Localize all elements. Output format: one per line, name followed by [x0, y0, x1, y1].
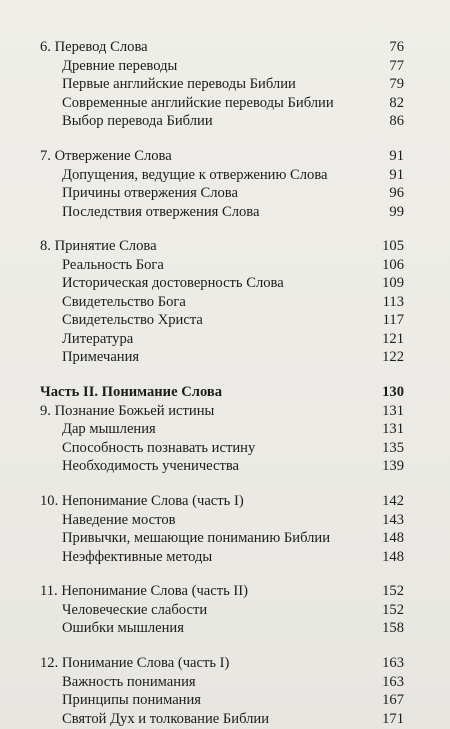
toc-entry [0, 420, 450, 438]
page-number: 105 [382, 238, 404, 254]
toc-chapter [0, 582, 450, 600]
toc-chapter [0, 654, 450, 672]
entry-title: Необходимость ученичества [62, 458, 240, 474]
toc-entry [0, 57, 450, 75]
toc-entry [0, 673, 450, 691]
entry-title: Допущения, ведущие к отвержению Слова [62, 166, 328, 183]
entry-title: Святой Дух и толкование Библии [62, 710, 270, 727]
toc-chapter [0, 237, 450, 255]
page-number: 167 [382, 692, 404, 708]
page-number: 121 [382, 330, 404, 347]
page-number: 91 [389, 166, 404, 183]
page-number: 131 [382, 421, 404, 437]
toc-entry [0, 166, 450, 184]
part-title: Часть II. Понимание Слова [40, 384, 223, 400]
entry-title: Древние переводы [62, 57, 178, 74]
toc-entry [0, 439, 450, 457]
toc-entry [0, 94, 450, 112]
entry-title: Человеческие слабости [62, 601, 208, 618]
toc-entry [0, 274, 450, 292]
entry-title: Причины отвержения Слова [62, 185, 238, 201]
entry-title: Ошибки мышления [62, 620, 184, 636]
page-number: 77 [389, 57, 404, 74]
chapter-title: 8. Принятие Слова [40, 238, 157, 254]
toc-chapter [0, 38, 450, 56]
page-number: 96 [389, 185, 404, 201]
entry-title: Реальность Бога [62, 256, 164, 273]
chapter-title: 7. Отвержение Слова [40, 148, 172, 164]
page-number: 148 [382, 530, 404, 546]
entry-title: Последствия отвержения Слова [62, 203, 260, 220]
entry-title: Способность познавать истину [62, 439, 256, 456]
page-number: 82 [389, 94, 404, 111]
chapter-title: 12. Понимание Слова (часть I) [40, 655, 230, 671]
toc-chapter [0, 492, 450, 510]
page-number: 143 [382, 511, 404, 528]
page-number: 99 [389, 203, 404, 220]
chapter-title: 10. Непонимание Слова (часть I) [40, 493, 244, 509]
page-number: 76 [389, 39, 404, 55]
page-number: 79 [389, 76, 404, 92]
entry-title: Свидетельство Христа [62, 312, 203, 328]
page-number: 139 [382, 458, 404, 474]
toc-entry [0, 457, 450, 475]
toc-chapter [0, 402, 450, 420]
entry-title: Дар мышления [62, 421, 156, 437]
chapter-title: 6. Перевод Слова [40, 39, 148, 55]
toc-entry [0, 203, 450, 221]
entry-title: Принципы понимания [62, 692, 202, 708]
page-number: 152 [382, 583, 404, 599]
toc-entry [0, 330, 450, 348]
page-number: 158 [382, 620, 404, 636]
entry-title: Важность понимания [62, 673, 196, 690]
toc-entry [0, 601, 450, 619]
entry-title: Выбор перевода Библии [62, 113, 213, 129]
page-number: 109 [382, 275, 404, 291]
toc-entry [0, 311, 450, 329]
toc-part-heading [0, 383, 450, 401]
entry-title: Наведение мостов [62, 511, 176, 528]
toc-entry [0, 619, 450, 637]
toc-chapter [0, 147, 450, 165]
page-number: 122 [382, 349, 404, 365]
page-number: 171 [382, 710, 404, 727]
page-number: 117 [382, 312, 404, 328]
page-number: 91 [389, 148, 404, 164]
page-number: 148 [382, 548, 404, 565]
entry-title: Свидетельство Бога [62, 293, 186, 310]
entry-title: Привычки, мешающие пониманию Библии [62, 530, 331, 546]
toc-entry [0, 184, 450, 202]
entry-title: Неэффективные методы [62, 548, 213, 565]
entry-title: Историческая достоверность Слова [62, 275, 284, 291]
page-number: 142 [382, 493, 404, 509]
page-number: 163 [382, 655, 404, 671]
entry-title: Литература [62, 330, 134, 347]
toc-entry [0, 548, 450, 566]
toc-entry [0, 112, 450, 130]
page-number: 113 [382, 293, 404, 310]
toc-entry [0, 710, 450, 728]
page-number: 130 [382, 384, 404, 400]
chapter-title: 9. Познание Божьей истины [40, 402, 215, 419]
page-number: 135 [382, 439, 404, 456]
toc-entry [0, 691, 450, 709]
toc-entry [0, 256, 450, 274]
toc-entry [0, 529, 450, 547]
page-number: 131 [382, 402, 404, 419]
entry-title: Примечания [62, 349, 140, 365]
toc-entry [0, 348, 450, 366]
chapter-title: 11. Непонимание Слова (часть II) [40, 583, 249, 599]
entry-title: Первые английские переводы Библии [62, 76, 296, 92]
toc-entry [0, 75, 450, 93]
page-number: 86 [389, 113, 404, 129]
toc-entry [0, 511, 450, 529]
entry-title: Современные английские переводы Библии [62, 94, 334, 111]
page-number: 106 [382, 256, 404, 273]
page-number: 152 [382, 601, 404, 618]
page-number: 163 [382, 673, 404, 690]
toc-entry [0, 293, 450, 311]
